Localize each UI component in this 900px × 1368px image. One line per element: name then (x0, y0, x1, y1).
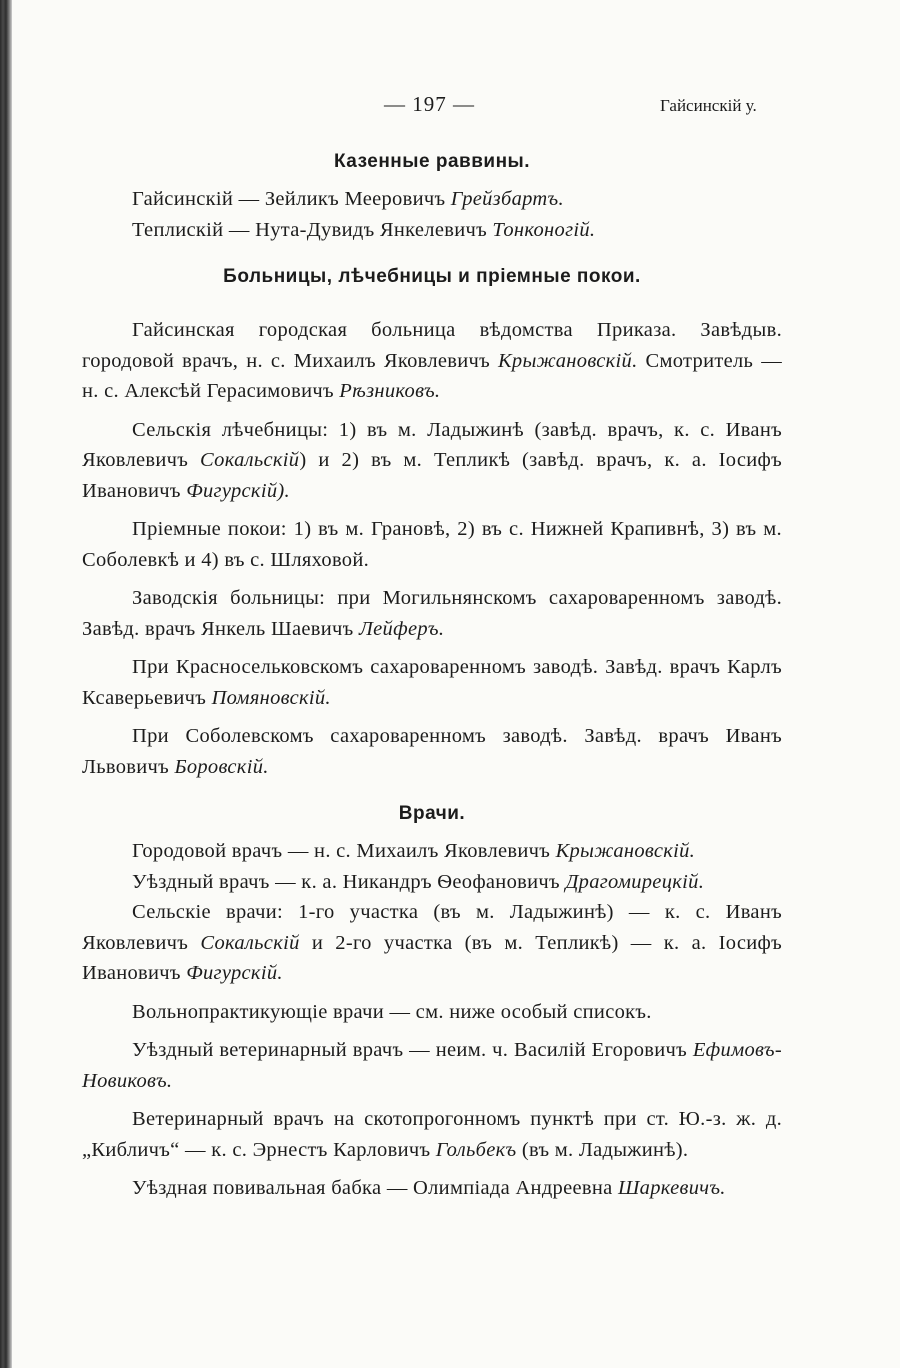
paragraph-private-doctors: Вольнопрактикующіе врачи — см. ниже особый списокъ. (132, 1000, 652, 1023)
rabbi-name: Грейзбартъ. (450, 188, 564, 210)
paragraph-rural-doctors: Сельскіе врачи: 1-го участка (въ м. Ладыжинѣ) — к. с. Иванъ Яковлевичъ Сокальскій и 2-го участка (въ м. Тепликѣ) — к. а. Іосифъ Ивановичъ Фигурскій. (82, 901, 782, 984)
paragraph-city-hospital: Гайсинская городская больница вѣдомства Приказа. Завѣдыв. городовой врачъ, н. с. Михаилъ Яковлевичъ Крыжановскій. Смотритель — н. с. Алексѣй Герасимовичъ Рѣзниковъ. (82, 319, 782, 402)
paragraph-sobolevsky: При Соболевскомъ сахароваренномъ заводѣ. Завѣд. врачъ Иванъ Львовичъ Боровскій. (82, 725, 782, 778)
page-number: — 197 — (384, 92, 475, 116)
paragraph-factory-hospitals: Заводскія больницы: при Могильнянскомъ сахароваренномъ заводѣ. Завѣд. врачъ Янкель Шаевичъ Лейферъ. (82, 587, 782, 640)
paragraph-veterinarian: Уѣздный ветеринарный врачъ — неим. ч. Василій Егоровичъ Ефимовъ-Новиковъ. (82, 1039, 782, 1092)
rabbi-entry: Гайсинскій — Зейликъ Мееровичъ Грейзбартъ. (132, 188, 564, 210)
paragraph-district-doctor: Уѣздный врачъ — к. а. Никандръ Ѳеофановичъ Драгомирецкій. (132, 870, 705, 893)
paragraph-krasnoselkovsky: При Красносельковскомъ сахароваренномъ заводѣ. Завѣд. врачъ Карлъ Ксаверьевичъ Помяновскій. (82, 656, 782, 709)
rabbi-entry: Теплискій — Нута-Дувидъ Янкелевичъ Тонконогій. (132, 218, 596, 241)
running-head: Гайсинскій у. (660, 96, 757, 115)
paragraph-reception-wards: Пріемные покои: 1) въ м. Грановѣ, 2) въ с. Нижней Крапивнѣ, 3) въ м. Соболевкѣ и 4) въ с. Шляховой. (82, 518, 782, 571)
section-title-rabbis: Казенные раввины. (333, 151, 531, 172)
page-content (82, 148, 782, 1204)
rabbi-name: Тонконогій. (492, 218, 596, 241)
paragraph-rural-clinics: Сельскія лѣчебницы: 1) въ м. Ладыжинѣ (завѣд. врачъ, к. с. Иванъ Яковлевичъ Сокальскій) и 2) въ м. Тепликѣ (завѣд. врачъ, к. а. Іосифъ Ивановичъ Фигурскій). (82, 418, 782, 502)
section-title-doctors: Врачи. (398, 803, 466, 824)
paragraph-cattle-vet: Ветеринарный врачъ на скотопрогонномъ пунктѣ при ст. Ю.-з. ж. д. „Кибличъ“ — к. с. Эрнестъ Карловичъ Гольбекъ (въ м. Ладыжинѣ). (82, 1108, 782, 1161)
paragraph-city-doctor: Городовой врачъ — н. с. Михаилъ Яковлевичъ Крыжановскій. (132, 840, 696, 862)
book-binding-edge (0, 0, 12, 1368)
paragraph-midwife: Уѣздная повивальная бабка — Олимпіада Андреевна Шаркевичъ. (132, 1177, 726, 1199)
section-title-hospitals: Больницы, лѣчебницы и пріемные покои. (223, 266, 641, 287)
page-header (0, 92, 900, 122)
